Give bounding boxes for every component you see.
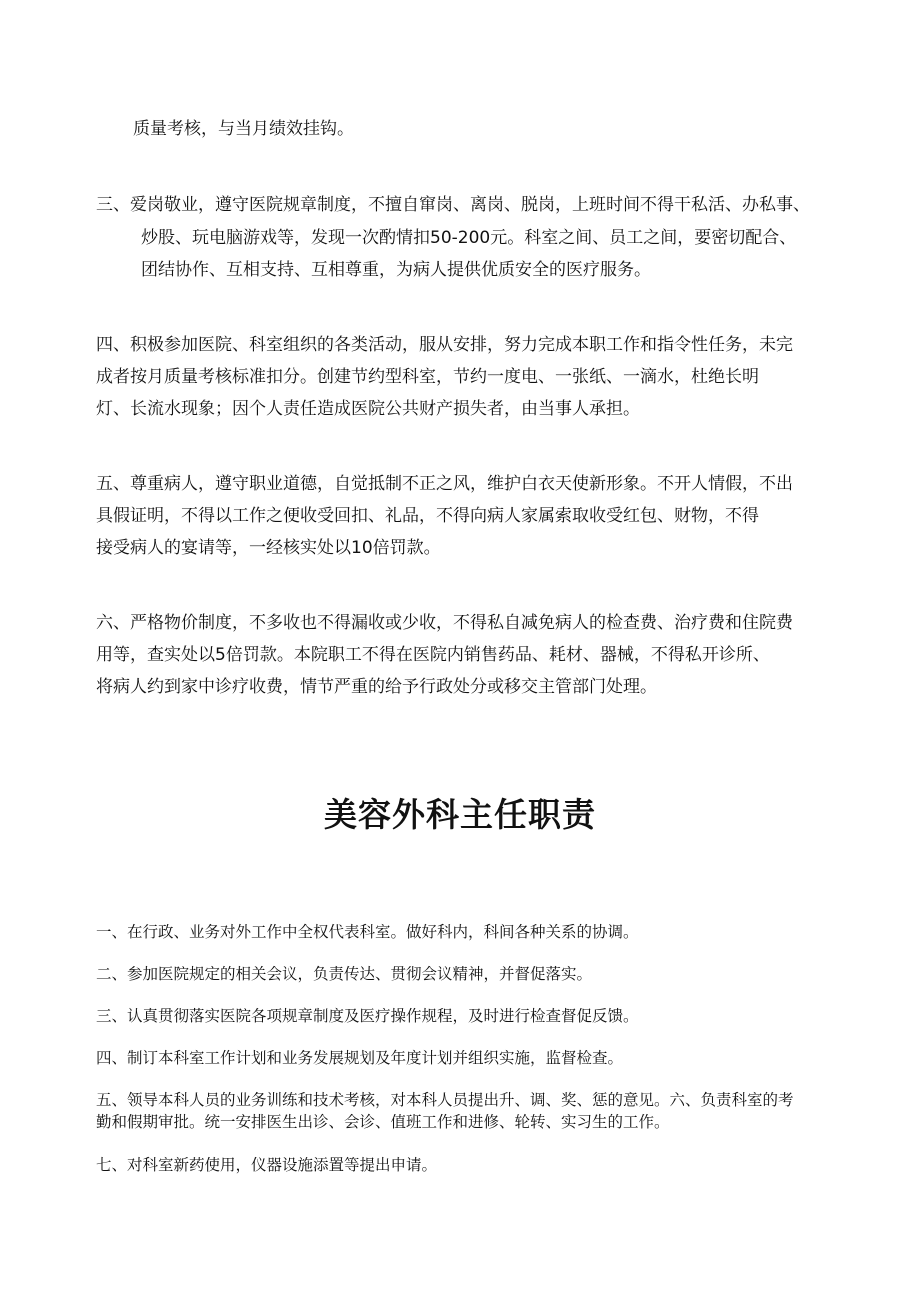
rule-item-3-line-2: 炒股、玩电脑游戏等，发现一次酌情扣50-200元。科室之间、员工之间，要密切配合、 bbox=[141, 228, 797, 248]
rule-item-4-line-1: 四、积极参加医院、科室组织的各类活动，服从安排，努力完成本职工作和指令性任务，未完 bbox=[96, 335, 793, 355]
duty-item-5-line-2: 勤和假期审批。统一安排医生出诊、会诊、值班工作和进修、轮转、实习生的工作。 bbox=[96, 1113, 670, 1131]
rule-item-6-line-3: 将病人约到家中诊疗收费，情节严重的给予行政处分或移交主管部门处理。 bbox=[96, 677, 657, 697]
duty-item-1: 一、在行政、业务对外工作中全权代表科室。做好科内，科间各种关系的协调。 bbox=[96, 923, 639, 941]
rule-item-3-line-1: 三、爱岗敬业，遵守医院规章制度，不擅自窜岗、离岗、脱岗，上班时间不得干私活、办私事、 bbox=[96, 195, 810, 215]
rule-item-3-line-3: 团结协作、互相支持、互相尊重，为病人提供优质安全的医疗服务。 bbox=[141, 260, 651, 280]
rule-item-4-line-2: 成者按月质量考核标准扣分。创建节约型科室，节约一度电、一张纸、一滴水，杜绝长明 bbox=[96, 367, 759, 387]
duty-item-2: 二、参加医院规定的相关会议，负责传达、贯彻会议精神，并督促落实。 bbox=[96, 965, 593, 983]
rule-continuation: 质量考核，与当月绩效挂钩。 bbox=[133, 119, 354, 139]
duty-item-3: 三、认真贯彻落实医院各项规章制度及医疗操作规程，及时进行检查督促反馈。 bbox=[96, 1007, 639, 1025]
duty-item-5-line-1: 五、领导本科人员的业务训练和技术考核，对本科人员提出升、调、奖、惩的意见。六、负责科室的考 bbox=[96, 1091, 794, 1109]
duty-item-7: 七、对科室新药使用，仪器设施添置等提出申请。 bbox=[96, 1156, 438, 1174]
section-title: 美容外科主任职责 bbox=[324, 795, 596, 834]
rule-item-5-line-1: 五、尊重病人，遵守职业道德，自觉抵制不正之风，维护白衣天使新形象。不开人情假，不出 bbox=[96, 474, 793, 494]
rule-item-5-line-2: 具假证明，不得以工作之便收受回扣、礼品，不得向病人家属索取收受红包、财物，不得 bbox=[96, 506, 759, 526]
rule-item-4-line-3: 灯、长流水现象；因个人责任造成医院公共财产损失者，由当事人承担。 bbox=[96, 399, 640, 419]
rule-item-5-line-3: 接受病人的宴请等，一经核实处以10倍罚款。 bbox=[96, 538, 441, 558]
rule-item-6-line-1: 六、严格物价制度，不多收也不得漏收或少收，不得私自减免病人的检查费、治疗费和住院费 bbox=[96, 613, 793, 633]
rule-item-6-line-2: 用等，查实处以5倍罚款。本院职工不得在医院内销售药品、耗材、器械，不得私开诊所、 bbox=[96, 645, 770, 665]
duty-item-4: 四、制订本科室工作计划和业务发展规划及年度计划并组织实施，监督检查。 bbox=[96, 1049, 624, 1067]
